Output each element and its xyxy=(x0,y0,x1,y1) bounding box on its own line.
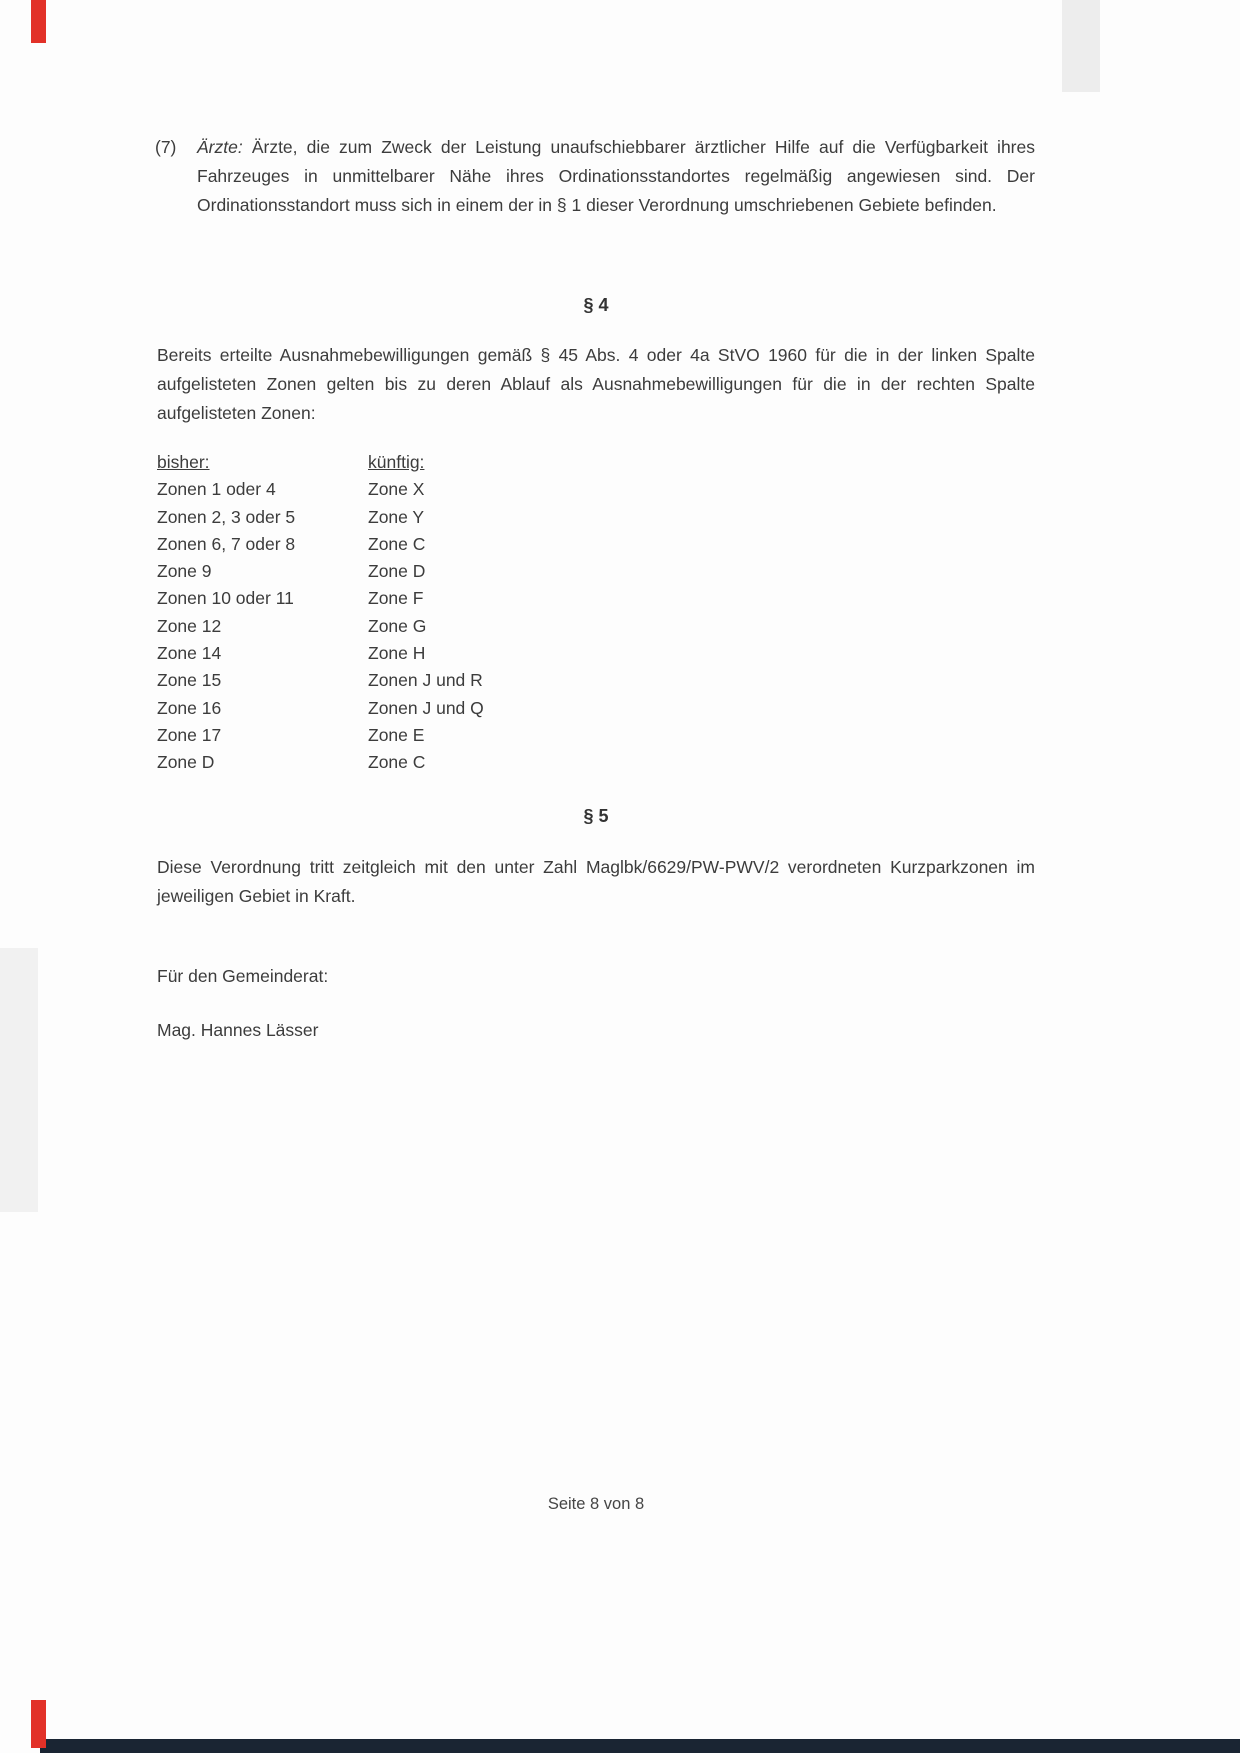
section-4-intro: Bereits erteilte Ausnahmebewilligungen gemäß § 45 Abs. 4 oder 4a StVO 1960 für die in der linken Spalte aufgelisteten Zonen gelten bis zu deren Ablauf als Ausnahmebewilligungen für die in der rechten Spalte aufgelisteten Zonen: xyxy=(157,345,1035,423)
scan-artifact-red-strip-top xyxy=(31,0,46,43)
cell-kuenftig: Zone Y xyxy=(368,506,425,527)
cell-bisher: Zone 15 xyxy=(157,670,222,691)
cell-kuenftig: Zone D xyxy=(368,561,426,582)
cell-kuenftig: Zone H xyxy=(368,643,426,664)
cell-bisher: Zonen 1 oder 4 xyxy=(157,479,276,500)
paragraph-7-lead: Ärzte: xyxy=(197,137,243,157)
scan-artifact-bottom-bar xyxy=(40,1739,1240,1753)
cell-kuenftig: Zone E xyxy=(368,724,425,745)
cell-kuenftig: Zonen J und R xyxy=(368,670,483,691)
cell-bisher: Zone 9 xyxy=(157,561,212,582)
cell-kuenftig: Zone G xyxy=(368,615,427,636)
cell-bisher: Zonen 6, 7 oder 8 xyxy=(157,533,296,554)
column-header-kuenftig: künftig: xyxy=(368,452,425,472)
table-row xyxy=(157,749,484,776)
cell-bisher: Zonen 10 oder 11 xyxy=(157,588,294,609)
cell-kuenftig: Zone C xyxy=(368,752,426,773)
table-row xyxy=(157,613,484,640)
paragraph-7-text: Ärzte, die zum Zweck der Leistung unaufschiebbarer ärztlicher Hilfe auf die Verfügbarkeit ihres Fahrzeuges in unmittelbarer Nähe ihres Ordinationsstandortes regelmäßig angewiesen sind. Der Ordinationsstandort muss sich in einem der in § 1 dieser Verordnung umschriebenen Gebiete befinden. xyxy=(197,137,1035,215)
cell-bisher: Zone 16 xyxy=(157,697,222,718)
column-header-bisher: bisher: xyxy=(157,452,210,472)
cell-bisher: Zone D xyxy=(157,752,215,773)
table-row xyxy=(157,558,484,585)
signature-role-line: Für den Gemeinderat: xyxy=(157,966,329,986)
table-row xyxy=(157,640,484,667)
scan-artifact-shade-top-right xyxy=(1062,0,1100,92)
signature-name-line: Mag. Hannes Lässer xyxy=(157,1020,319,1040)
cell-bisher: Zone 14 xyxy=(157,643,222,664)
zone-mapping-table xyxy=(157,449,484,777)
table-row xyxy=(157,695,484,722)
table-row xyxy=(157,476,484,503)
table-header-row xyxy=(157,449,484,476)
table-row xyxy=(157,667,484,694)
scan-artifact-shade-left xyxy=(0,948,38,1212)
table-row xyxy=(157,722,484,749)
cell-bisher: Zone 17 xyxy=(157,724,222,745)
section-5-heading: § 5 xyxy=(583,806,609,826)
table-row xyxy=(157,504,484,531)
table-row xyxy=(157,531,484,558)
paragraph-7 xyxy=(155,133,1035,220)
cell-kuenftig: Zonen J und Q xyxy=(368,697,484,718)
cell-bisher: Zonen 2, 3 oder 5 xyxy=(157,506,296,527)
cell-bisher: Zone 12 xyxy=(157,615,222,636)
cell-kuenftig: Zone X xyxy=(368,479,425,500)
table-row xyxy=(157,585,484,612)
cell-kuenftig: Zone F xyxy=(368,588,424,609)
scan-artifact-red-strip-bottom xyxy=(31,1700,46,1748)
section-4-heading: § 4 xyxy=(583,295,609,315)
paragraph-7-number: (7) xyxy=(155,137,177,157)
cell-kuenftig: Zone C xyxy=(368,533,426,554)
page-number-footer: Seite 8 von 8 xyxy=(547,1495,645,1513)
section-5-text: Diese Verordnung tritt zeitgleich mit den unter Zahl Maglbk/6629/PW-PWV/2 verordneten Kurzparkzonen im jeweiligen Gebiet in Kraft. xyxy=(157,857,1035,906)
